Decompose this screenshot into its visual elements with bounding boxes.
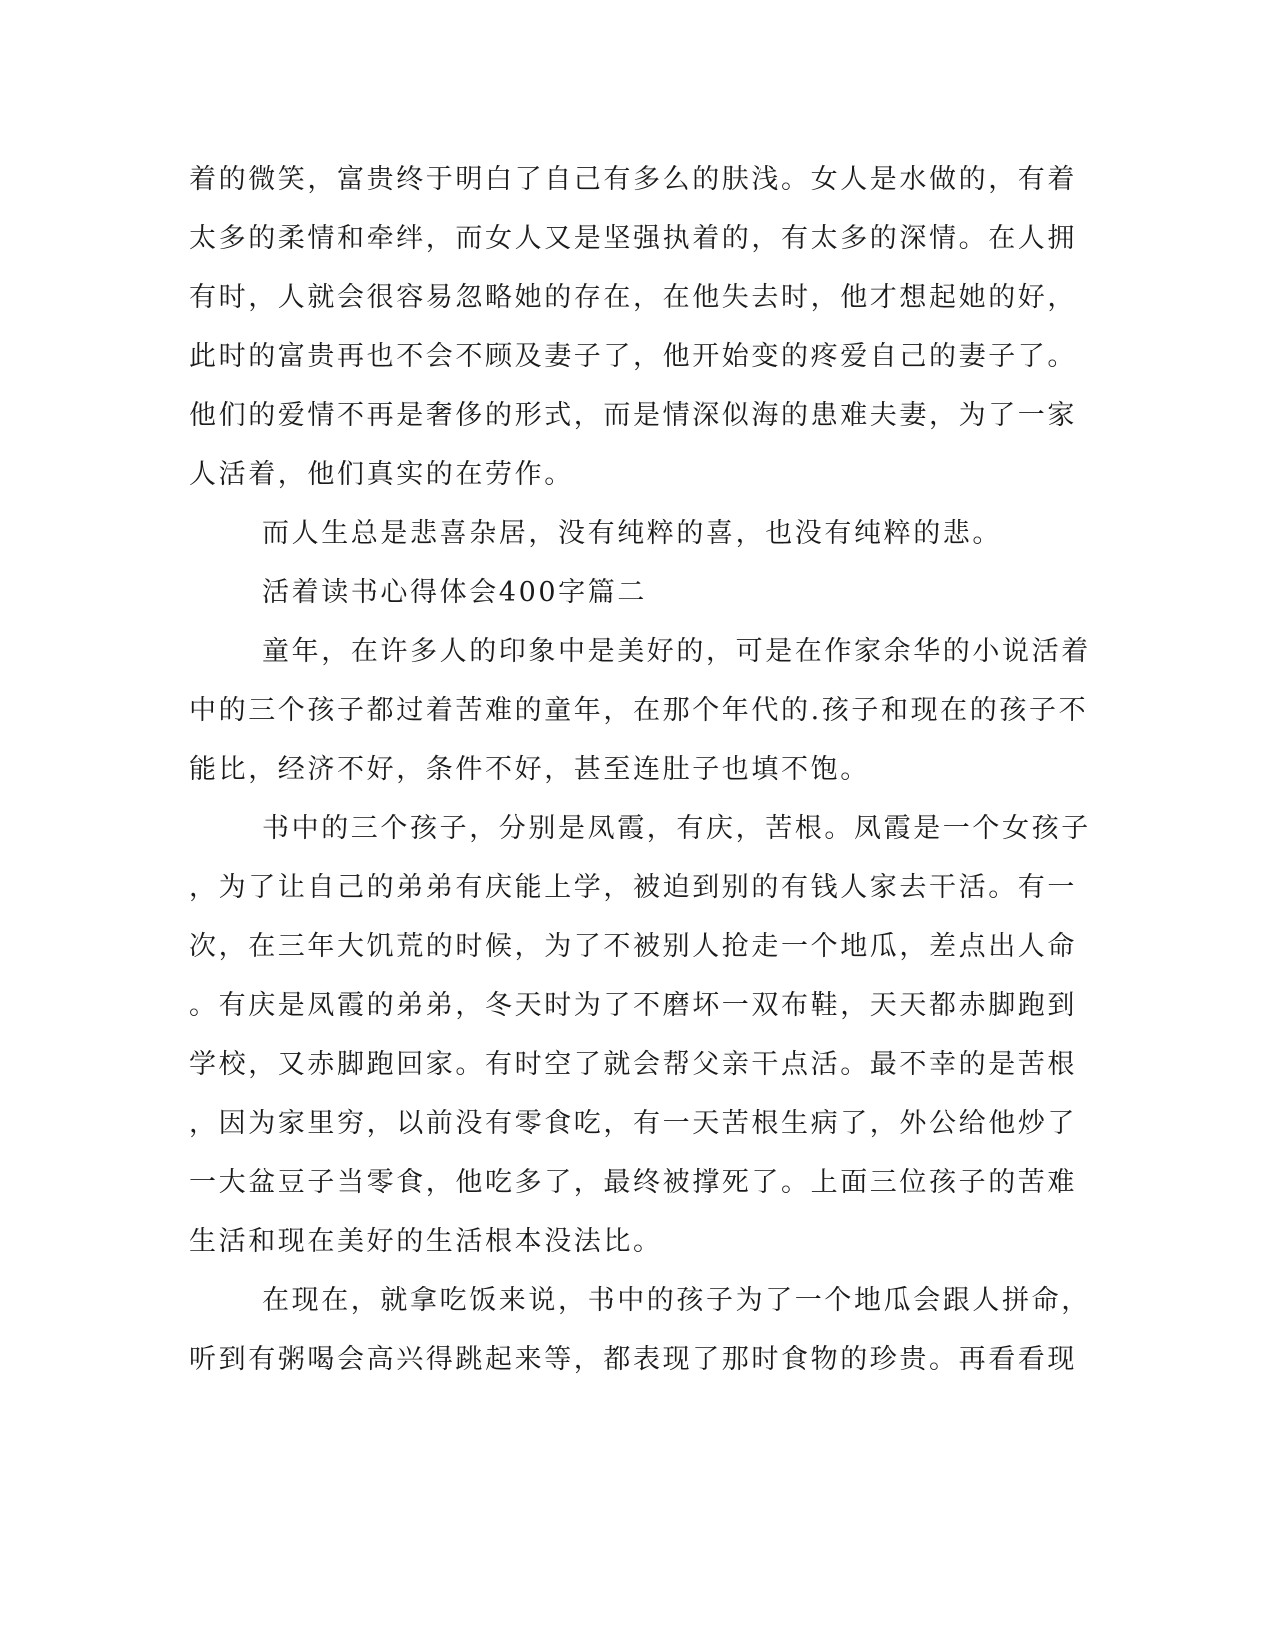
text-line: 能比，经济不好，条件不好，甚至连肚子也填不饱。 [189,754,870,785]
text-line: 。有庆是凤霞的弟弟，冬天时为了不磨坏一双布鞋，天天都赤脚跑到 [189,990,1077,1021]
paragraph-line: 童年，在许多人的印象中是美好的，可是在作家余华的小说活着 [262,636,1091,667]
text-line: 有时，人就会很容易忽略她的存在，在他失去时，他才想起她的好， [189,282,1077,313]
section-heading: 活着读书心得体会400字篇二 [262,577,647,608]
text-line: 中的三个孩子都过着苦难的童年，在那个年代的.孩子和现在的孩子不 [189,695,1089,726]
paragraph-line: 而人生总是悲喜杂居，没有纯粹的喜，也没有纯粹的悲。 [262,518,1002,549]
text-line: 一大盆豆子当零食，他吃多了，最终被撑死了。上面三位孩子的苦难 [189,1167,1077,1198]
text-line: 此时的富贵再也不会不顾及妻子了，他开始变的疼爱自己的妻子了。 [189,341,1077,372]
text-line: 学校，又赤脚跑回家。有时空了就会帮父亲干点活。最不幸的是苦根 [189,1049,1077,1080]
text-line: 人活着，他们真实的在劳作。 [189,459,574,490]
text-line: 次，在三年大饥荒的时候，为了不被别人抢走一个地瓜，差点出人命 [189,931,1077,962]
text-line: 他们的爱情不再是奢侈的形式，而是情深似海的患难夫妻，为了一家 [189,400,1077,431]
text-line: ，为了让自己的弟弟有庆能上学，被迫到别的有钱人家去干活。有一 [189,872,1077,903]
paragraph-line: 书中的三个孩子，分别是凤霞，有庆，苦根。凤霞是一个女孩子 [262,813,1091,844]
text-line: 太多的柔情和牵绊，而女人又是坚强执着的，有太多的深情。在人拥 [189,223,1077,254]
text-line: 着的微笑，富贵终于明白了自己有多么的肤浅。女人是水做的，有着 [189,164,1077,195]
paragraph-line: 在现在，就拿吃饭来说，书中的孩子为了一个地瓜会跟人拼命， [262,1285,1091,1316]
text-line: 听到有粥喝会高兴得跳起来等，都表现了那时食物的珍贵。再看看现 [189,1344,1077,1375]
text-line: 生活和现在美好的生活根本没法比。 [189,1226,663,1257]
text-line: ，因为家里穷，以前没有零食吃，有一天苦根生病了，外公给他炒了 [189,1108,1077,1139]
